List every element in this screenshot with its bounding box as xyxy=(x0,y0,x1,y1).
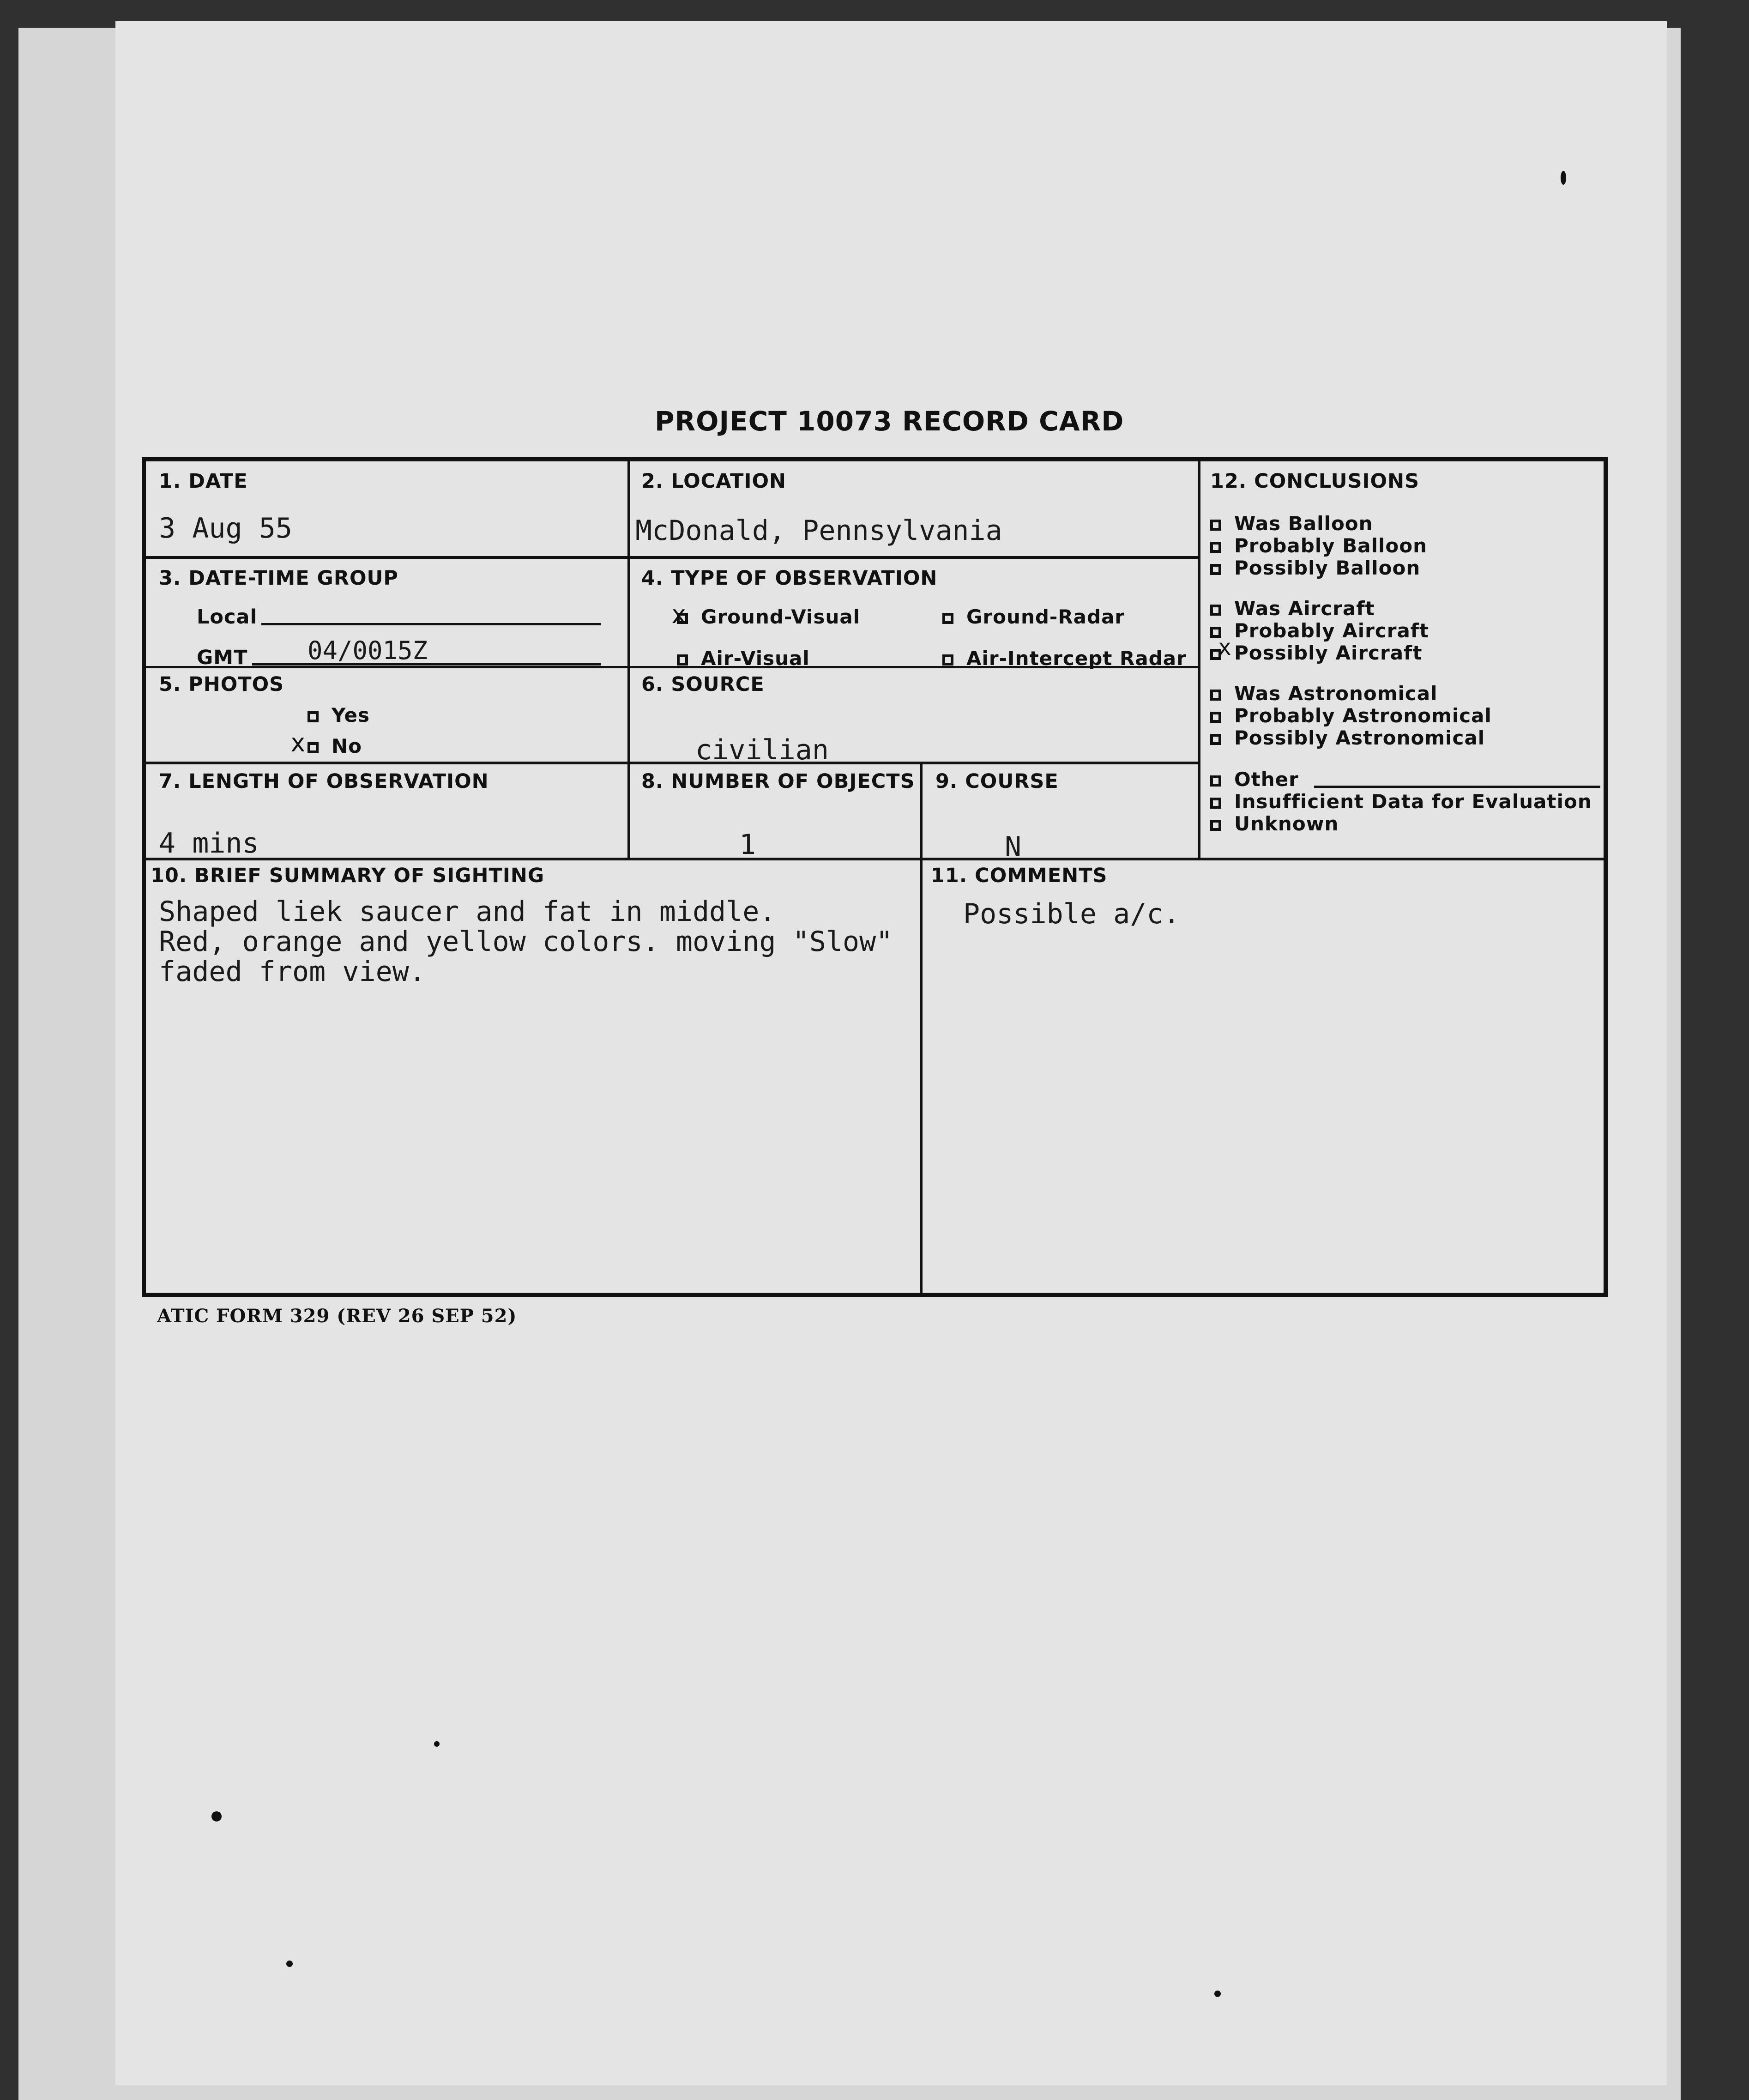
checkbox-possibly-astronomical xyxy=(1210,734,1221,745)
divider-h-1 xyxy=(146,556,1200,559)
source-label: 6. SOURCE xyxy=(641,673,765,696)
comments-label: 11. COMMENTS xyxy=(931,864,1108,887)
ground-visual-check-mark: x xyxy=(671,600,687,629)
scan-speck xyxy=(1214,1991,1221,1997)
checkbox-insufficient-data xyxy=(1210,798,1221,809)
divider-h-3 xyxy=(146,762,1200,764)
scan-speck xyxy=(434,1741,440,1747)
photos-no: No xyxy=(308,735,362,757)
obs-air-intercept-radar: Air-Intercept Radar xyxy=(942,647,1187,670)
date-value: 3 Aug 55 xyxy=(159,512,292,545)
date-time-group-label: 3. DATE-TIME GROUP xyxy=(159,567,398,590)
checkbox-air-visual xyxy=(677,654,688,666)
checkbox-was-balloon xyxy=(1210,520,1221,531)
record-card-form xyxy=(142,457,1608,1297)
photos-label: 5. PHOTOS xyxy=(159,673,284,696)
length-of-observation-label: 7. LENGTH OF OBSERVATION xyxy=(159,770,489,793)
local-label: Local xyxy=(197,605,258,629)
location-value: McDonald, Pennsylvania xyxy=(635,514,1002,547)
location-label: 2. LOCATION xyxy=(641,470,787,493)
checkbox-unknown xyxy=(1210,820,1221,831)
brief-summary-line-3: faded from view. xyxy=(159,956,426,988)
brief-summary-line-2: Red, orange and yellow colors. moving "Slow" xyxy=(159,926,893,958)
divider-v-course xyxy=(920,762,923,1293)
conclusion-possibly-balloon: Possibly Balloon xyxy=(1210,557,1420,579)
possibly-aircraft-check-mark: x xyxy=(1218,635,1231,660)
checkbox-other xyxy=(1210,775,1221,787)
scan-speck xyxy=(286,1961,293,1967)
card-title: PROJECT 10073 RECORD CARD xyxy=(655,405,1124,437)
gmt-value: 04/0015Z xyxy=(308,636,428,665)
date-label: 1. DATE xyxy=(159,470,248,493)
gmt-label: GMT xyxy=(197,646,248,669)
obs-ground-radar: Ground-Radar xyxy=(942,605,1125,628)
conclusion-insufficient-data: Insufficient Data for Evaluation xyxy=(1210,790,1592,813)
photos-no-check-mark: x xyxy=(290,728,306,757)
photos-yes: Yes xyxy=(308,704,370,726)
checkbox-photos-no xyxy=(308,742,319,753)
conclusion-probably-astronomical: Probably Astronomical xyxy=(1210,704,1492,727)
scan-speck xyxy=(1561,171,1566,185)
course-value: N xyxy=(1005,831,1022,863)
brief-summary-label: 10. BRIEF SUMMARY OF SIGHTING xyxy=(151,864,545,887)
length-of-observation-value: 4 mins xyxy=(159,827,259,859)
type-of-observation-label: 4. TYPE OF OBSERVATION xyxy=(641,567,938,590)
conclusion-was-balloon: Was Balloon xyxy=(1210,512,1373,535)
checkbox-was-astronomical xyxy=(1210,690,1221,701)
comments-value: Possible a/c. xyxy=(963,898,1180,930)
divider-v-conclusions xyxy=(1198,461,1200,859)
divider-v-1 xyxy=(627,461,630,859)
form-footer: ATIC FORM 329 (REV 26 SEP 52) xyxy=(157,1305,517,1327)
conclusion-other: Other xyxy=(1210,768,1299,791)
number-of-objects-value: 1 xyxy=(739,829,756,861)
other-underline xyxy=(1314,786,1600,788)
course-label: 9. COURSE xyxy=(935,770,1059,793)
divider-h-4 xyxy=(146,858,1608,860)
obs-air-visual: Air-Visual xyxy=(677,647,810,670)
conclusion-possibly-aircraft: Possibly Aircraft xyxy=(1210,641,1422,664)
checkbox-probably-astronomical xyxy=(1210,712,1221,723)
obs-ground-visual: Ground-Visual xyxy=(677,605,860,628)
conclusion-was-astronomical: Was Astronomical xyxy=(1210,682,1438,705)
checkbox-ground-radar xyxy=(942,613,953,624)
checkbox-was-aircraft xyxy=(1210,605,1221,616)
checkbox-possibly-balloon xyxy=(1210,564,1221,575)
checkbox-photos-yes xyxy=(308,711,319,722)
source-value: civilian xyxy=(695,734,829,766)
conclusion-possibly-astronomical: Possibly Astronomical xyxy=(1210,726,1485,749)
checkbox-probably-balloon xyxy=(1210,542,1221,553)
scan-speck xyxy=(211,1811,222,1822)
conclusion-probably-balloon: Probably Balloon xyxy=(1210,534,1427,557)
brief-summary-line-1: Shaped liek saucer and fat in middle. xyxy=(159,896,776,928)
conclusion-was-aircraft: Was Aircraft xyxy=(1210,597,1375,620)
local-underline xyxy=(261,623,601,625)
number-of-objects-label: 8. NUMBER OF OBJECTS xyxy=(641,770,915,793)
checkbox-air-intercept-radar xyxy=(942,654,953,666)
conclusion-probably-aircraft: Probably Aircraft xyxy=(1210,619,1429,642)
conclusions-label: 12. CONCLUSIONS xyxy=(1210,470,1420,493)
conclusion-unknown: Unknown xyxy=(1210,812,1339,835)
